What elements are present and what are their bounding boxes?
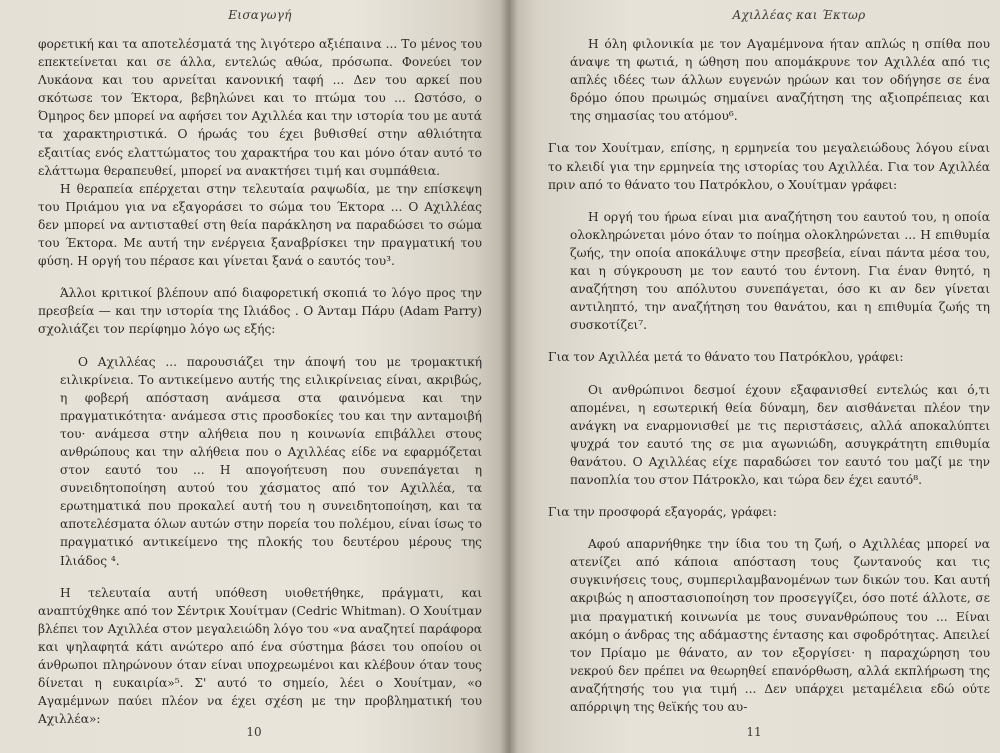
page-number-right: 11 <box>746 725 762 739</box>
block-quote: Η όλη φιλονικία με τον Αγαμέμνονα ήταν απλώς η σπίθα που άναψε τη φωτιά, η ώθηση που απομάκρυνε τον Αχιλλέα από τις απλές ιδέες των άλλων ευγενών ηρώων και τον οδήγησε σε ένα δρόμο όπου πρωιμώς σημαίνει αναζήτηση της αξιοπρέπειας και της σημασίας του ατόμου⁶. <box>570 37 990 124</box>
book-gutter <box>500 0 518 753</box>
paragraph: Για τον Χουίτμαν, επίσης, η ερμηνεία του μεγαλειώδους λόγου είναι το κλειδί για την ερμηνεία της ιστορίας του Αχιλλέα. Για τον Αχιλλέα πριν από το θάνατο του Πατρόκλου, ο Χουίτμαν γράφει: <box>548 141 990 192</box>
block-quote: Η οργή του ήρωα είναι μια αναζήτηση του εαυτού του, η οποία ολοκληρώνεται μόνο όταν το ποίημα ολοκληρώνεται ... Η επιθυμία ζωής, την οποία αποκάλυψε στην πρεσβεία, είναι πάντα μέσα του, και η σύγκρουση με τον εαυτό του έντονη. Για έναν θνητό, η αναζήτηση του απόλυτου συνεπάγεται, όσο κι αν δεν γίνεται αντιληπτό, την αναζήτηση του θανάτου, και η επιθυμία ζωής τη συσκοτίζει⁷. <box>570 209 990 333</box>
paragraph: Για την προσφορά εξαγοράς, γράφει: <box>548 505 777 520</box>
right-page <box>508 0 1000 753</box>
paragraph: Για τον Αχιλλέα μετά το θάνατο του Πατρόκλου, γράφει: <box>548 350 904 365</box>
paragraph: Η τελευταία αυτή υπόθεση υιοθετήθηκε, πράγματι, και αναπτύχθηκε από τον Σέντρικ Χουίτμαν (Cedric Whitman). Ο Χουίτμαν βλέπει τον Αχιλλέα στον μεγαλειώδη λόγο του «να αναζητεί παράφορα και ψηλαφητά κάτι ανώτερο από ένα σύστημα βάσει του οποίου οι άνθρωποι πληρώνουν όταν είναι υποχρεωμένοι και κλέβουν όταν τους δίνεται η ευκαιρία»⁵. Σ' αυτό το σημείο, λέει ο Χουίτμαν, «ο Αγαμέμνων παύει πλέον να έχει σχέση με την προβληματική του Αχιλλέα»: <box>38 585 482 727</box>
paragraph: Η θεραπεία επέρχεται στην τελευταία ραψωδία, με την επίσκεψη του Πριάμου για να εξαγοράσει το σώμα του Έκτορα ... Ο Αχιλλέας δεν μπορεί να αντισταθεί στη θεία παράκληση να παραδώσει το σώμα του Έκτορα. Με αυτή την ενέργεια ξαναβρίσκει την πραγματική του φύση. Η οργή του πέρασε και γίνεται ξανά ο εαυτός του³. <box>38 181 482 269</box>
running-head-right: Αχιλλέας και Έκτωρ <box>732 8 866 22</box>
block-quote: Οι ανθρώπινοι δεσμοί έχουν εξαφανισθεί εντελώς και ό,τι απομένει, η εσωτερική θεία δύναμη, δεν αισθάνεται πλέον την ανάγκη να εναρμονισθεί με τις περιστάσεις, αλλά αποκαλύπτει ψυχρά τον εαυτό της σε μια αγωνιώδη, ασυγκράτητη επιθυμία θανάτου. Ο Αχιλλέας είχε παραδώσει τον εαυτό του μαζί με την πανοπλία του στον Πάτροκλο, και τώρα δεν έχει εαυτό⁸. <box>570 382 990 487</box>
block-quote: Αφού απαρνήθηκε την ίδια του τη ζωή, ο Αχιλλέας μπορεί να ατενίζει από κάποια απόσταση τους ζωντανούς και τις συγκινήσεις τους, συμπεριλαμβανομένων των δικών του. Και αυτή ακριβώς η αποστασιοποίηση τον προσεγγίζει, όσο ποτέ άλλοτε, σε μια πραγματική κοινωνία με τους συνανθρώπους του ... Είναι ακόμη ο άνδρας της αδάμαστης έντασης και σφοδρότητας. Απειλεί τον Πρίαμο με θάνατο, αν τον εξοργίσει· η παραχώρηση του νεκρού δεν πρέπει να θεωρηθεί επανόρθωση, αλλά εκπλήρωση της αναζήτησής του για τιμή ... Δεν υπάρχει μεταμέλεια εδώ ούτε απόρριψη της θεϊκής του αυ- <box>570 537 990 714</box>
paragraph: φορετική και τα αποτελέσματά της λιγότερο αξιέπαινα ... Το μένος του επεκτείνεται και σε άλλα, εντελώς αθώα, πρόσωπα. Φονεύει τον Λυκάονα και του αρνείται κανονική ταφή ... Δεν του αρκεί που σκότωσε τον Έκτορα, βεβηλώνει και το πτώμα του ... Ωστόσο, ο Όμηρος δεν μπορεί να αφήσει τον Αχιλλέα και την ιστορία του με αυτά τα χαρακτηριστικά. Ο ήρωάς του έχει βυθισθεί στην αθλιότητα εξαιτίας ενός ελαττώματος του χαρακτήρα του και μόνο όταν αυτό το ελάττωμα θεραπευθεί, μπορεί να ανακτήσει τιμή και συμπάθεια. <box>38 37 482 178</box>
page-number-left: 10 <box>246 725 262 739</box>
paragraph: Άλλοι κριτικοί βλέπουν από διαφορετική σκοπιά το λόγο προς την πρεσβεία — και την ιστορία της Ιλιάδος . Ο Άνταμ Πάρυ (Adam Parry) σχολιάζει τον περίφημο λόγο ως εξής: <box>38 286 482 337</box>
running-head-left: Εισαγωγή <box>228 8 292 22</box>
block-quote: Ο Αχιλλέας ... παρουσιάζει την άποψή του με τρομακτική ειλικρίνεια. Το αντικείμενο αυτής της ειλικρίνειας είναι, ακριβώς, η φοβερή απόσταση ανάμεσα στα φαινόμενα και την πραγματικότητα· ανάμεσα στις προσδοκίες του και την ανταμοιβή του· ανάμεσα στην αλήθεια που η κοινωνία επιβάλλει στους ανθρώπους και την αλήθεια που ο Αχιλλέας είδε να εφαρμόζεται στον εαυτό του ... Η απογοήτευση που συνεπάγεται η συνειδητοποίηση αυτού του χάσματος από τον Αχιλλέα, τα ερωτηματικά που προκαλεί αυτή του η συνειδητοποίηση, και τα αποτελέσματα όλων αυτών στην πορεία του πολέμου, είναι ίσως το πραγματικό αντικείμενο της πλοκής του δευτέρου μέρους της Ιλιάδος ⁴. <box>60 354 482 568</box>
